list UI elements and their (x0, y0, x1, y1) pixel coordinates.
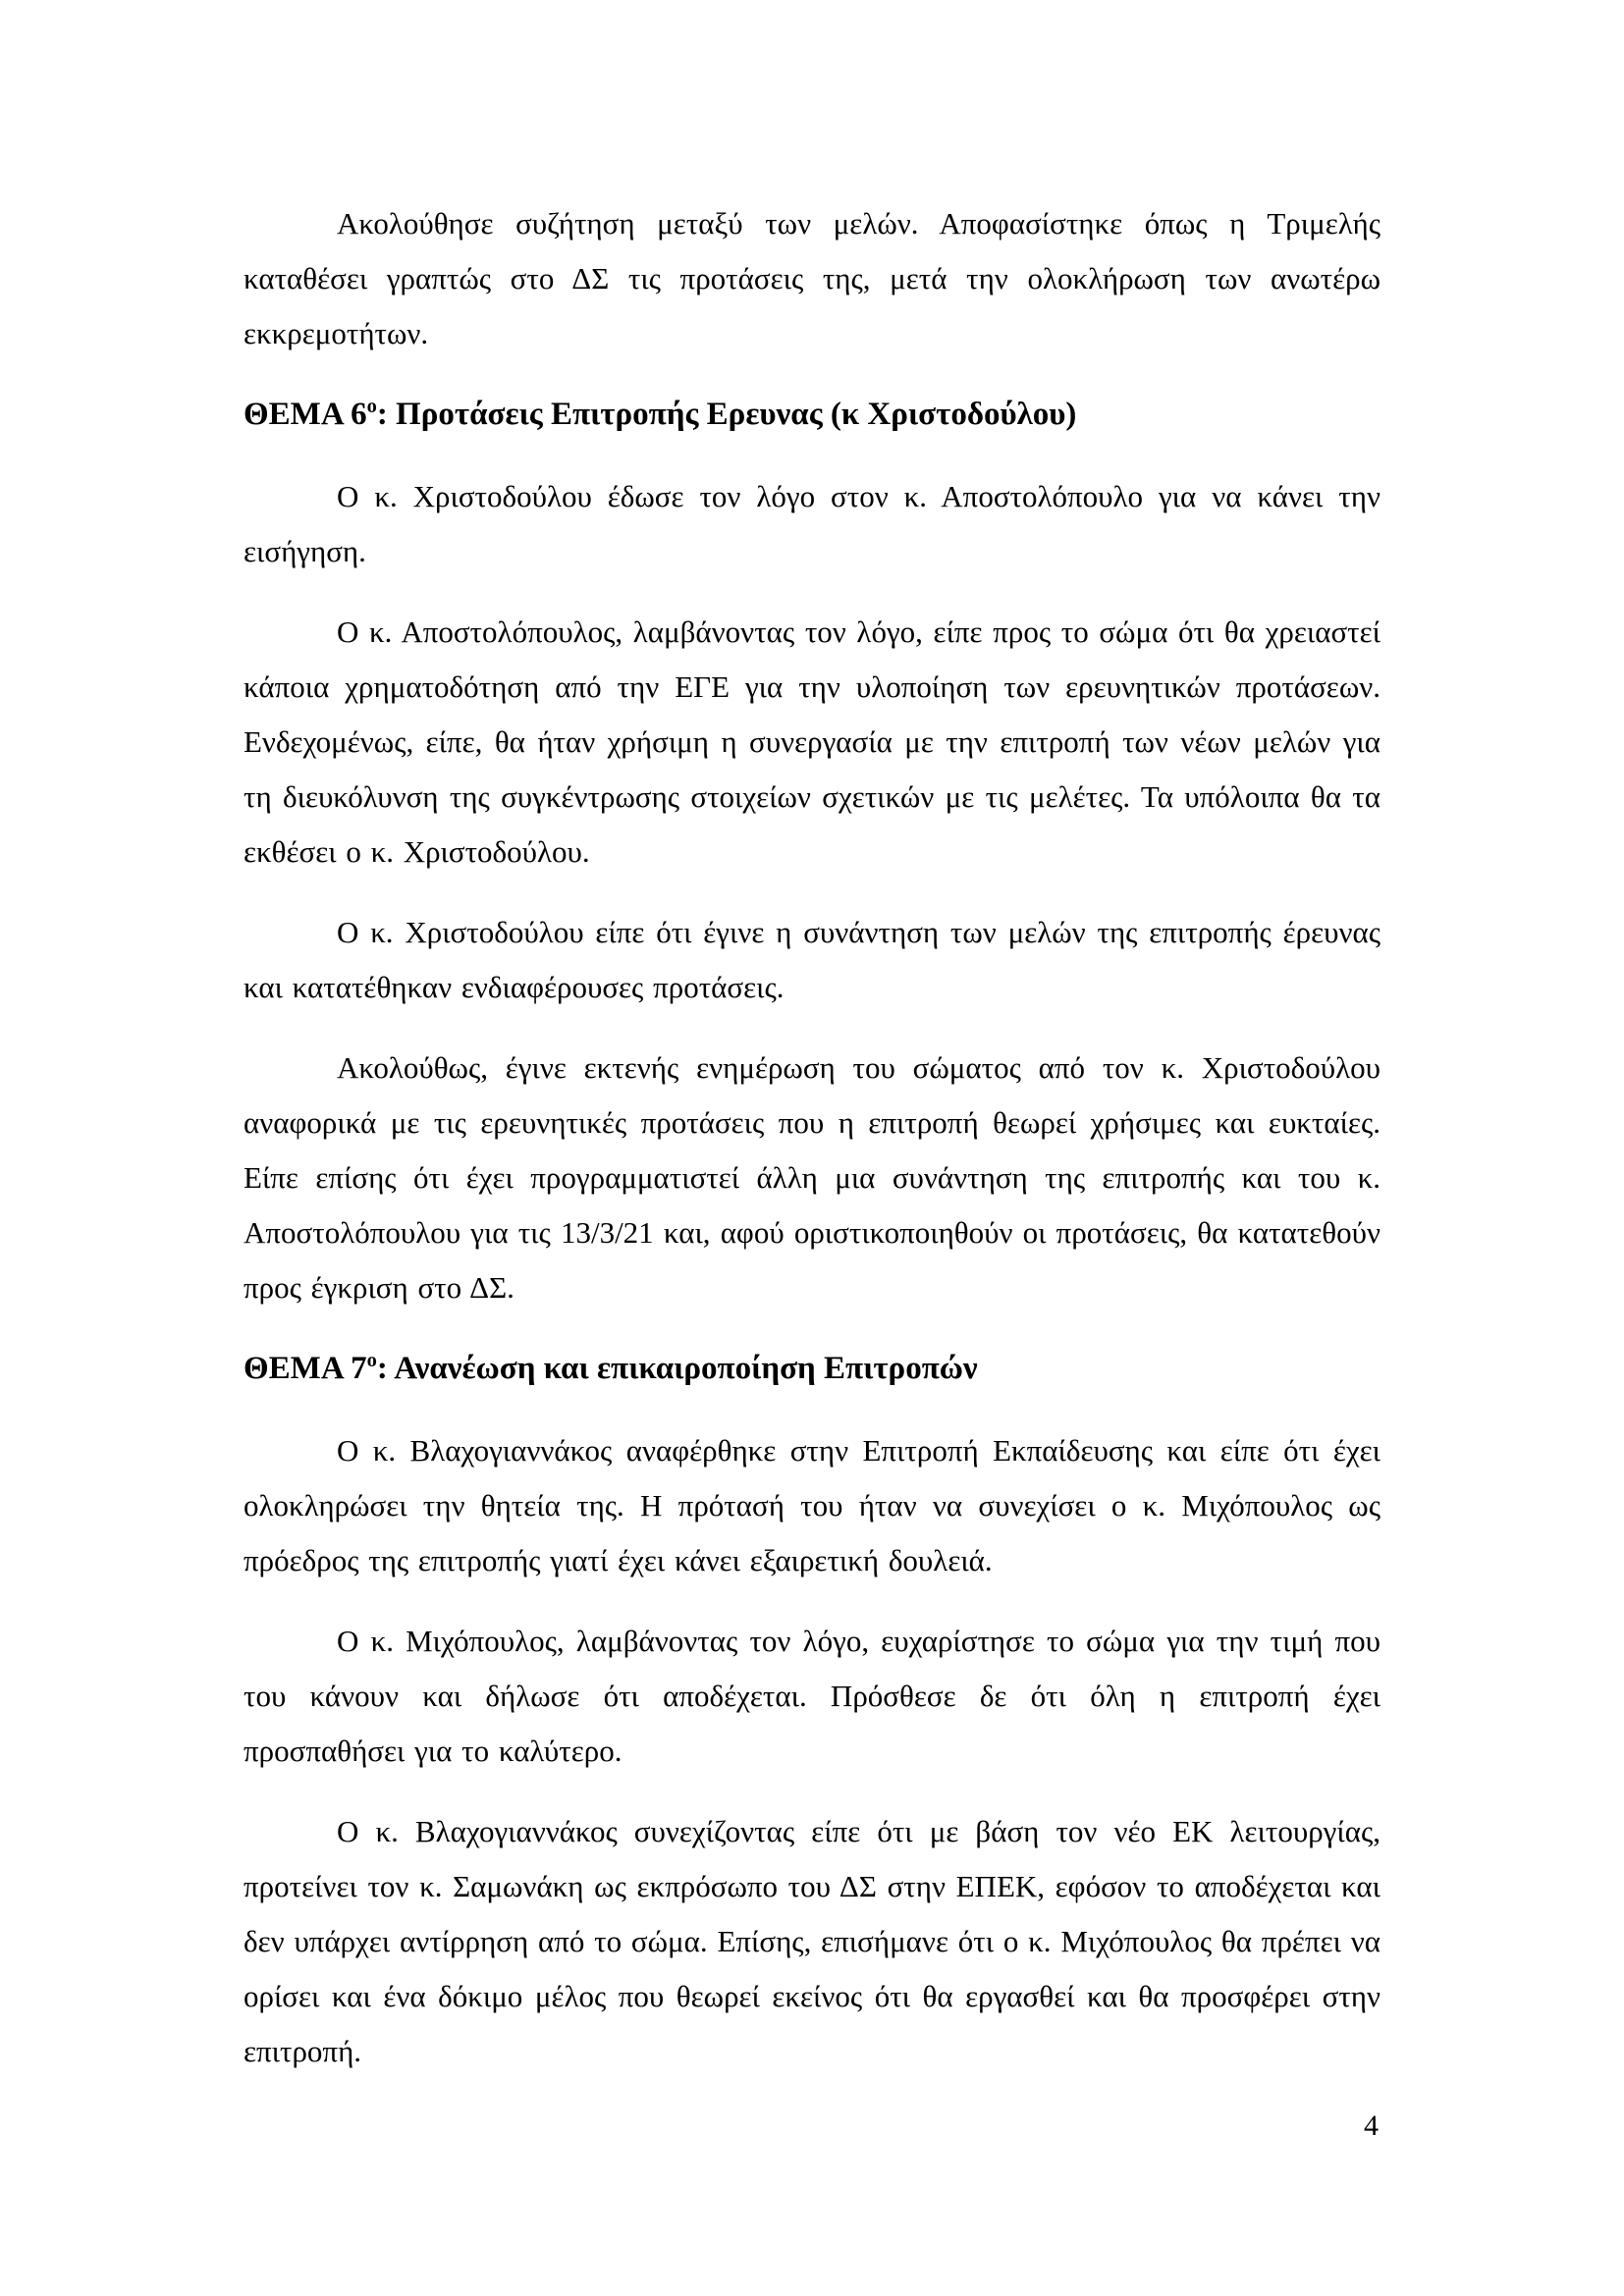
topic-7-heading-rest: : Ανανέωση και επικαιροποίηση Επιτροπών (376, 1351, 978, 1386)
topic-7-heading-prefix: ΘΕΜΑ 7 (244, 1351, 367, 1386)
paragraph-michopoulos-accepts: Ο κ. Μιχόπουλος, λαμβάνοντας τον λόγο, ευχαρίστησε το σώμα για την τιμή που του κάνουν και δήλωσε ότι αποδέχεται. Πρόσθεσε δε ότι όλη η επιτροπή έχει προσπαθήσει για το καλύτερο. (244, 1624, 1380, 1768)
document-body (244, 196, 1380, 2105)
paragraph-apostolopoulos-funding: Ο κ. Αποστολόπουλος, λαμβάνοντας τον λόγο, είπε προς το σώμα ότι θα χρειαστεί κάποια χρηματοδότηση από την ΕΓΕ για την υλοποίηση των ερευνητικών προτάσεων. Ενδεχομένως, είπε, θα ήταν χρήσιμη η συνεργασία με την επιτροπή των νέων μελών για τη διευκόλυνση της συγκέντρωσης στοιχείων σχετικών με τις μελέτες. Τα υπόλοιπα θα τα εκθέσει ο κ. Χριστοδούλου. (244, 614, 1380, 869)
paragraph-vlachogiannakos-education: Ο κ. Βλαχογιαννάκος αναφέρθηκε στην Επιτροπή Εκπαίδευσης και είπε ότι έχει ολοκληρώσει την θητεία της. Η πρότασή του ήταν να συνεχίσει ο κ. Μιχόπουλος ως πρόεδρος της επιτροπής γιατί έχει κάνει εξαιρετική δουλειά. (244, 1433, 1380, 1577)
topic-6-ordinal-superscript: ο (366, 396, 377, 417)
topic-7-heading (244, 1341, 1380, 1396)
paragraph-vlachogiannakos-epek: Ο κ. Βλαχογιαννάκος συνεχίζοντας είπε ότι με βάση τον νέο ΕΚ λειτουργίας, προτείνει τον κ. Σαμωνάκη ως εκπρόσωπο του ΔΣ στην ΕΠΕΚ, εφόσον το αποδέχεται και δεν υπάρχει αντίρρηση από το σώμα. Επίσης, επισήμανε ότι ο κ. Μιχόπουλος θα πρέπει να ορίσει και ένα δόκιμο μέλος που θεωρεί εκείνος ότι θα εργασθεί και θα προσφέρει στην επιτροπή. (244, 1814, 1380, 2068)
paragraph-research-proposals-update: Ακολούθως, έγινε εκτενής ενημέρωση του σώματος από τον κ. Χριστοδούλου αναφορικά με τις ερευνητικές προτάσεις που η επιτροπή θεωρεί χρήσιμες και ευκταίες. Είπε επίσης ότι έχει προγραμματιστεί άλλη μια συνάντηση της επιτροπής και του κ. Αποστολόπουλου για τις 13/3/21 και, αφού οριστικοποιηθούν οι προτάσεις, θα κατατεθούν προς έγκριση στο ΔΣ. (244, 1050, 1380, 1305)
topic-6-heading (244, 387, 1380, 442)
page-number: 4 (1364, 2109, 1379, 2142)
paragraph-christodoulou-meeting: Ο κ. Χριστοδούλου είπε ότι έγινε η συνάντηση των μελών της επιτροπής έρευνας και κατατέθηκαν ενδιαφέρουσες προτάσεις. (244, 915, 1380, 1004)
topic-6-heading-prefix: ΘΕΜΑ 6 (244, 397, 367, 432)
paragraph-christodoulou-intro: Ο κ. Χριστοδούλου έδωσε τον λόγο στον κ. Αποστολόπουλο για να κάνει την εισήγηση. (244, 479, 1380, 568)
topic-7-ordinal-superscript: ο (366, 1350, 377, 1371)
paragraph-discussion-trimelis: Ακολούθησε συζήτηση μεταξύ των μελών. Αποφασίστηκε όπως η Τριμελής καταθέσει γραπτώς στο ΔΣ τις προτάσεις της, μετά την ολοκλήρωση των ανωτέρω εκκρεμοτήτων. (244, 206, 1380, 350)
topic-6-heading-rest: : Προτάσεις Επιτροπής Ερευνας (κ Χριστοδούλου) (376, 397, 1077, 432)
